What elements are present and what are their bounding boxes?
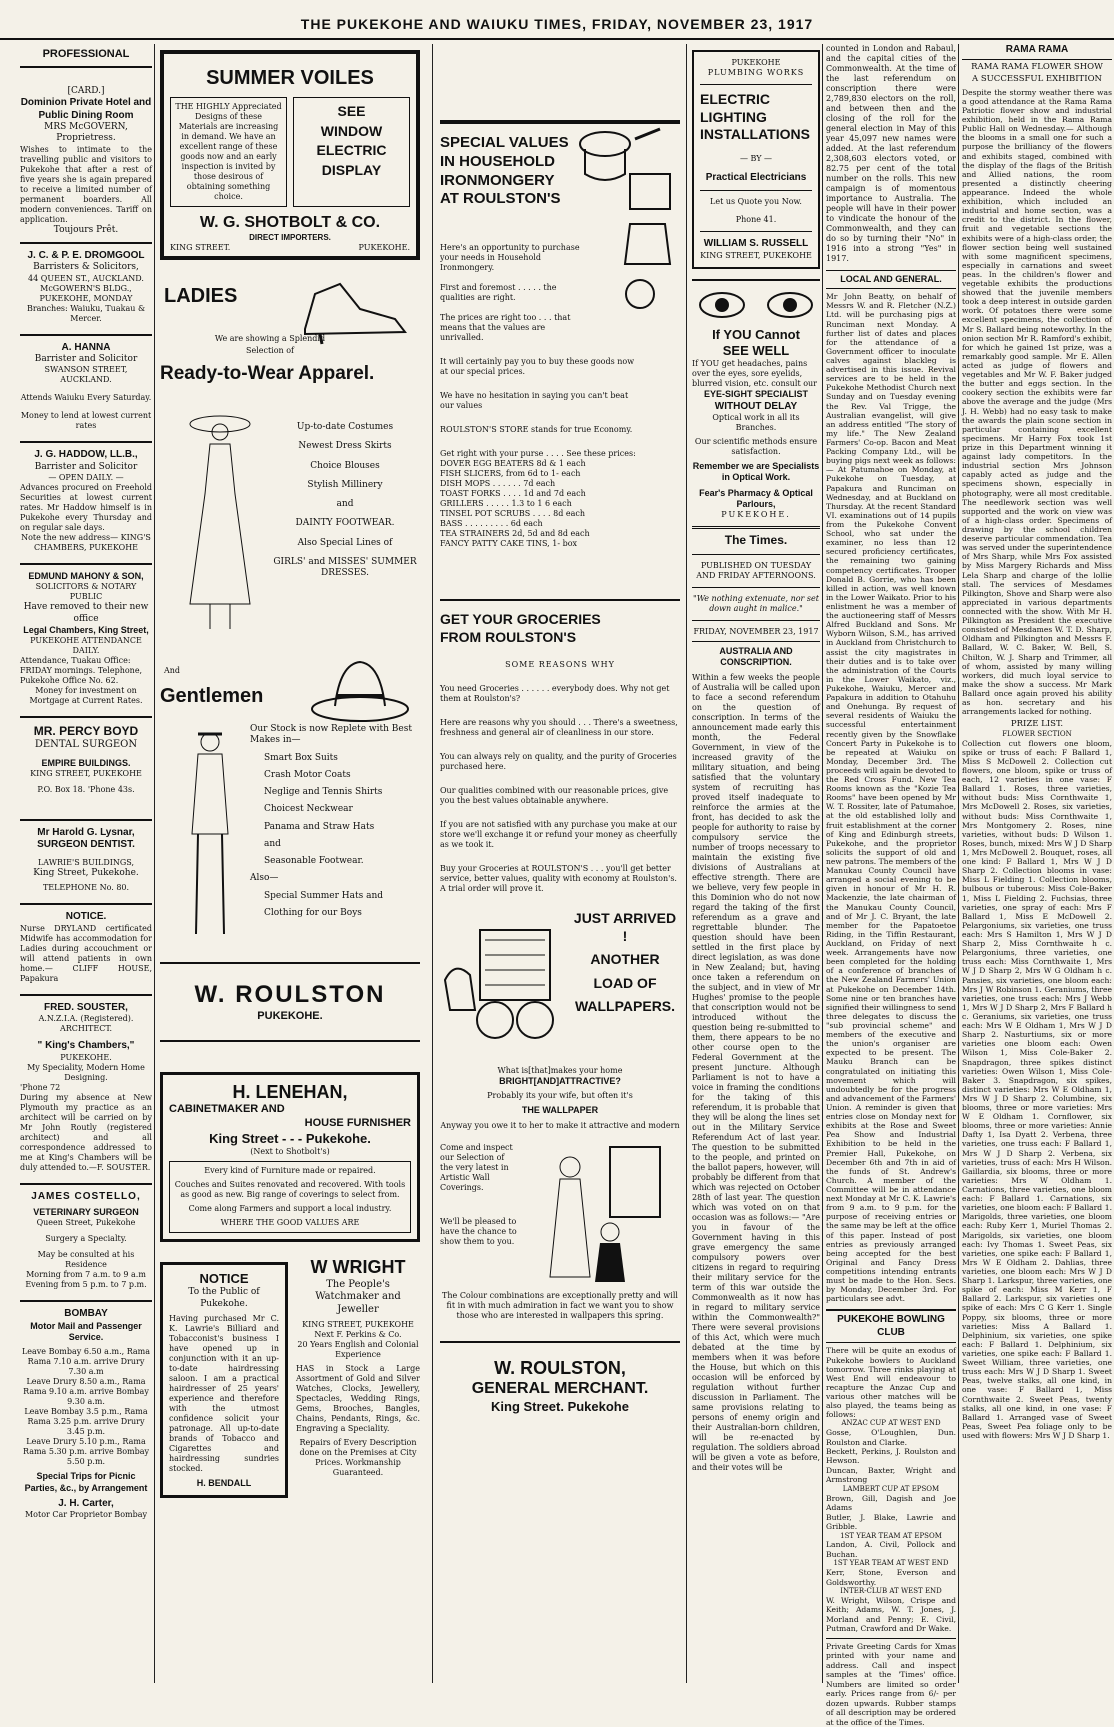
rama-prize: PRIZE LIST.: [1010, 719, 1064, 730]
iron-price: BASS . . . . . . . . . 6d each: [440, 519, 543, 528]
gents-item: Smart Box Suits: [264, 752, 338, 763]
rama-sub2: A SUCCESSFUL EXHIBITION: [971, 74, 1102, 85]
lysnar-addr2: King Street, Pukekohe.: [33, 867, 139, 878]
bowl-inter: INTER-CLUB AT WEST END: [840, 1587, 942, 1596]
gents-title: Gentlemen: [160, 685, 264, 707]
wall-j4: WALLPAPERS.: [574, 998, 676, 1014]
boyd-addr1: EMPIRE BUILDINGS.: [41, 757, 131, 768]
lysnar-name: Mr Harold G. Lysnar,: [37, 826, 135, 838]
groc-r3: You can always rely on quality, and the purity of Groceries purchased here.: [440, 752, 677, 771]
eyes-branches: Optical work in all its Branches.: [712, 413, 800, 432]
gents-item: Seasonable Footwear.: [264, 856, 364, 866]
souster-q: A.N.Z.I.A. (Registered). ARCHITECT.: [38, 1014, 134, 1033]
times-name: The Times.: [724, 533, 788, 547]
lenehan-l3: Come along Farmers and support a local industry.: [188, 1204, 392, 1213]
column-roulston-ironmongery: [440, 44, 680, 1683]
roulston-town: PUKEKOHE.: [257, 1010, 323, 1022]
iron-p2: First and foremost . . . . . the qualities are right.: [440, 283, 557, 302]
bombay-t1: Leave Bombay 6.50 a.m., Rama Rama 7.10 a.m. arrive Drury 7.30 a.m: [21, 1347, 151, 1377]
gents-item: Panama and Straw Hats: [264, 821, 375, 832]
hotel-proprietress: MRS McGOVERN, Proprietress.: [44, 122, 128, 144]
dromgool-title: Barristers & Solicitors,: [33, 262, 139, 273]
mahony-body3: PUKEKOHE ATTENDANCE DAILY.: [30, 636, 142, 655]
ironmongery-icon: [570, 124, 680, 314]
plumb-town: PUKEKOHE: [731, 58, 781, 67]
hat-icon: [310, 654, 410, 724]
shotbolt-importers: DIRECT IMPORTERS.: [249, 233, 331, 242]
voiles-body: THE HIGHLY Appreciated Designs of these Materials are increasing in demand. We have an excellent range of these goods now and an early inspection is invited by those desirous of obtaining something choice.: [170, 97, 287, 207]
hanna-name: A. HANNA: [61, 341, 111, 353]
eyes-spec: EYE-SIGHT SPECIALIST: [703, 389, 808, 400]
wall-colour: The Colour combinations are exceptionally pretty and will fit in with much admiration in fact we want you to show those who are interested in wallpapers this spring.: [442, 1290, 678, 1320]
costello-consult: May be consulted at his Residence: [37, 1250, 135, 1270]
column-rama-rama: [962, 44, 1112, 1683]
iron-price: DISH MOPS . . . . . . 7d each: [440, 479, 556, 488]
rama-sub: RAMA RAMA FLOWER SHOW: [962, 59, 1112, 73]
boyd-title: DENTAL SURGEON: [34, 739, 138, 750]
iron-p7: Get right with your purse . . . . See these prices:: [440, 449, 636, 458]
iron-title4: AT ROULSTON'S: [440, 190, 561, 208]
lenehan-l2: Couches and Suites renovated and recovered. With tools as good as new. Big range of coverings to select from.: [174, 1180, 406, 1199]
bowl-t5: Butler, J. Blake, Lawrie and Gribble.: [826, 1512, 956, 1532]
wright-name: W WRIGHT: [310, 1257, 406, 1277]
eyes-town: PUKEKOHE.: [721, 510, 791, 519]
dryland-head: NOTICE.: [65, 911, 107, 922]
lenehan-l1: Every kind of Furniture made or repaired.: [204, 1166, 376, 1175]
notice-sub: To the Public of Pukekohe.: [188, 1287, 260, 1309]
eyes-body: If YOU get headaches, pains over the eyes, sore eyelids, blurred vision, etc. consult our: [692, 359, 818, 389]
rama-head: RAMA RAMA: [1005, 44, 1069, 55]
lenehan-name: H. LENEHAN,: [232, 1081, 348, 1102]
ad-russell-electric: [692, 50, 820, 269]
wall-j1: JUST ARRIVED !: [573, 910, 677, 944]
wall-q2: BRIGHT[AND]ATTRACTIVE?: [499, 1076, 621, 1086]
eyes-methods: Our scientific methods ensure satisfaction.: [694, 437, 818, 456]
ad-fears-optical: [692, 279, 820, 521]
wright-body: HAS in Stock a Large Assortment of Gold and Silver Watches, Clocks, Jewellery, Spectacles, Wedding Rings, Gems, Brooches, Bangles, Chains, Pendants, Rings, &c. Engraving a Speciality.: [296, 1364, 420, 1433]
groc-sub: SOME REASONS WHY: [505, 660, 615, 669]
lady-figure-icon: [170, 404, 260, 634]
souster-body: During my absence at New Plymouth my practice as an architect will be carried on by Mr John Routly (registered architect) and all correspondence addressed to me at King's Chambers will be duly attended to.—F. SOUSTER.: [20, 1092, 152, 1172]
eyes-firm: Fear's Pharmacy & Optical Parlours,: [699, 487, 813, 509]
mahony-body5: Money for investment on Mortgage at Current Rates.: [29, 686, 143, 705]
shotbolt-firm: W. G. SHOTBOLT & CO.: [199, 214, 381, 231]
voiles-window: WINDOW: [320, 122, 383, 139]
gents-item: Clothing for our Boys: [264, 907, 362, 918]
ad-summer-voiles: [160, 50, 420, 260]
costello-addr: Queen Street, Pukekohe: [36, 1218, 136, 1228]
rama-flower: FLOWER SECTION: [1002, 729, 1072, 738]
iron-price: TINSEL POT SCRUBS . . . . 8d each: [440, 509, 585, 518]
iron-p6: ROULSTON'S STORE stands for true Economy.: [440, 425, 633, 434]
bowl-first: 1ST YEAR TEAM AT EPSOM: [840, 1531, 942, 1540]
roulston-name: W. ROULSTON: [194, 981, 386, 1008]
ladies-item: Newest Dress Skirts: [298, 441, 392, 452]
ladies-item: Also Special Lines of: [297, 537, 393, 548]
dromgool-branches: Branches: Waiuku, Tuakau & Mercer.: [26, 303, 146, 323]
gents-intro: Our Stock is now Replete with Best Makes in—: [250, 724, 412, 746]
plumb-e3: INSTALLATIONS: [700, 126, 810, 142]
section-heading: PROFESSIONAL: [20, 44, 152, 68]
haddow-body: Advances procured on Freehold Securities at lowest current rates. Mr Haddow himself is in Pukekohe every Thursday and on regular sale days.: [20, 483, 152, 532]
lenehan-next: (Next to Shotbolt's): [250, 1147, 330, 1156]
aus-body: Within a few weeks the people of Australia will be called upon to face a second referendum on the question of conscription. In terms of the announcement made early this month, the Federal Government, in view of the increased gravity of the military situation, and being satisfied that the voluntary system of recruiting has proved itself inadequate to reinforce the armies at the front, has decided to ask the people for authority to raise by compulsory service the number of troops necessary to maintain the existing five divisions of Australians at effective strength. There are we believe, very few people in this Dominion who do not now regard the taking of the first referendum as a grave and regrettable blunder. The question should have been settled in the first place by direct legislation, as was done in New Zealand; but, having once taken a referendum on the subject, and in view of Mr Hughes' promise to the people that conscription would not be introduced without the question being re-submitted to them, there appears to be no other course open to the Federal Government at the present juncture. Although Parliament is not to have a voice in framing the conditions for the taking of this referendum, it is probable that they will be along the lines set out in the Military Service Referendum Act of last year. The question to be submitted to the people, and printed on the ballot papers, however, will probably be different from that which was rejected on October 28th of last year. The question which was voted on on that occasion was as follows:— "Are you in favour of the Government having in this grave emergency the same compulsory powers over citizens in regard to requiring their military service for the term of this war outside the Commonwealth as it now has in regard to military service within the Commonwealth?" There were several provisions of this Act, which were much debated at the time by members when it was before the House, but which on this occasion will be enforced by regulation without further discussion in Parliament. The same provisions relating to persons of enemy origin and their Australian-born children, will be re-enacted by regulation. The soldiers abroad will be given a vote as before, and their votes will be: [692, 672, 820, 1472]
groc-r2: Here are reasons why you should . . . There's a sweetness, freshness and general air of cleanliness in our store.: [440, 718, 678, 737]
groc-title1: GET YOUR GROCERIES: [440, 611, 601, 627]
gm-title: GENERAL MERCHANT.: [471, 1380, 649, 1397]
voiles-see: SEE: [337, 103, 366, 119]
rama-list: Collection cut flowers one bloom, spike or truss of each: F Ballard 1, Miss S McDowell 2. Collection cut flowers, one bloom, spike or truss of each, 12 varieties in one vase: F Ballard 1. Roses, three varieties, without buds: Miss Cornthwaite 1, Mrs McDowell 2. Roses, six varieties, without buds: Miss Cornthwaite 1, Mrs Montgomery 2. Roses, nine varieties, without buds: D Wilson 1. Roses, bunch, mixed: Mrs W J D Sharp 1, Mrs McDowell 2. Bouquet, roses, all one kind: F Ballard 1, Mrs W J D Sharp 2. Collection blooms in vase: Miss L Fielding 1. Collection blooms, bulbous or tuberous: Miss Cole-Baker 1, Miss L Fielding 2. Fuchsias, three varieties, one spray of each: Mrs F Ballard 1, Miss E McDowell 2. Pelargoniums, six varieties, one truss each: Mrs S Hamilton 1, Mrs W J D Sharp 2, Miss Cornthwaite h c. Pelargoniums, three varieties, one truss each: Miss Cornthwaite 1, Mrs W J D Sharp 2, Mrs W G Oldham h c. Pansies, six varieties, one bloom each: Mrs J W Robinson 1. Geraniums, three varieties, one truss each: Mrs J Webb 1, Mrs W J D Sharp 2, Mrs F Ballard h c. Geraniums, six varieties, one truss each: Mrs W E Oldham 1, Mrs W J D Sharp 2. Nasturtiums, six or more varieties one bloom each: Owen Wilson 1, Miss Cole-Baker 2. Snapdragon, three spikes distinct varieties: Owen Wilson 1, Miss Cole-Baker 3. Snapdragon, six spikes, distinct varieties: Mrs W E Oldham 1, Mrs W J D Sharp 2. Columbine, six blooms, three or more varieties: Mrs W E Oldham 1. Cornflower, six blooms, three or more varieties: Annie Dafty 1, Isa Dyatt 2. Verbena, three varieties, one truss each: F Ballard 1, Mrs W J D Sharp 2. Verbena, six varieties, truss of each: Mrs H Wilson. Gaillardia, six blooms, three or more varieties: Mrs W Oldham 1. Carnations, three varieties, one bloom each: F Ballard 1. Carnations, six varieties, one bloom each: F Ballard 1. Marigolds, three varieties, one bloom each: Ruby Kerr 1, Muriel Thomas 2. Marigolds, six varieties, one bloom each: Ivy Thomas 1. Sweet Peas, six varieties, one spike each: F Ballard 1, Mrs W E Oldham 2. Dahlias, three varieties, one bloom each: Mrs W J D Sharp 1. Larkspur, three varieties, one spike of each: Miss M Kerr 1, F Ballard 2. Larkspur, six varieties one spike of each: Mrs C G Kerr 1. Single Poppy, six blooms, three or more varieties: Miss A Ballard 1. Delphinium, six varieties, one spike each: F Ballard 1. Delphinium, six varieties, one spike each: F Ballard 1. Sweet William, three varieties, one truss each: Mrs W J D Sharp 1. Sweet Peas, twelve stalks, all one kind, in one vase: F Ballard 1, Miss Cornthwaite 2. Sweet Peas, twenty stalks, all one kind, in one vase: F Ballard 1. Arranged vase of Sweet Peas, Sweet Pea foliage only to be used with flowers: Mrs W J D Sharp 1.: [962, 738, 1112, 1440]
column-rule: [822, 44, 823, 1683]
gents-item: Also—: [250, 873, 279, 884]
plumb-title: PLUMBING WORKS: [707, 68, 805, 77]
gents-item: and: [264, 838, 281, 849]
bowl-anzac: ANZAC CUP AT WEST END: [841, 1419, 941, 1428]
ladies-item: Up-to-date Costumes: [296, 422, 394, 432]
ladies-item: Choice Blouses: [310, 460, 380, 471]
bowl-t3: Duncan, Baxter, Wright and Armstrong: [826, 1465, 956, 1485]
notice-head: NOTICE: [199, 1271, 249, 1286]
plumb-phone: Phone 41.: [735, 215, 777, 224]
local-body: Mr John Beatty, on behalf of Messrs W. and R. Fletcher (N.Z.) Ltd. will be purchasing pigs at Runciman next Monday. A further list of dates and places for the attendance of a Government officer to inoculate calves against blackleg is advertised in this issue. Revival services are to be held in the Pukekohe Methodist Church next Sunday and on Tuesday evening the Rev. Val Trigge, the Australian evangelist, will give an address entitled "The story of my life." The New Zealand Farmers' Co-op. Bacon and Meat Packing Company Ltd., will be buying pigs next week as follows:— At Patumahoe on Monday, at Pukekohe on Tuesday, at Papakura and Runciman on Wednesday, and at Buckland on Thursday. At the recent Standard VI. examinations out of 14 pupils from the Pukekohe Convent School, who sat under the examiner, no less than 12 secured proficiency certificates, the remaining two gaining competency certificates. Trooper Donald B. Gorrie, who has been killed in action, was well known in the Lower Waikato. Prior to his enlistment he was a member of the auctioneering staff of Messrs Alfred Buckland and Sons. Mr Wyborn Wilson, S.M., has arrived in Auckland from Christchurch to assist the city magistrates in their duties and is to take over the administration of the Courts in the Lower Waikato, viz., Pukekohe, Waiuku, Mercer and Papakura in addition to Otahuhu and Onehunga. By request of several residents of Waiuku the successful entertainment recently given by the Snowflake Concert Party in Pukekohe is to be repeated at Waiuku on Monday, December 3rd. The proceeds will again be devoted to the Red Cross Fund. New Tea Rooms known as the "Kozie Tea Rooms" have been opened by Mr W. T. Rossiter, late of Patumahoe, at the old established lolly and fruit establishment at the corner of King and Edinburgh streets, Pukekohe, and the proprietor solicits the support of old and new patrons. The members of the Manukau County Council have arranged a social evening to be given in honour of Mr H. R. Mackenzie, the late chairman of the Manukau County Council, and of Mr J. C. Bryant, the late member for the Papatoetoe Riding, in the Tiffin Restaurant, Auckland, on Friday of next week. Arrangements have now been completed for the holding of a conference of branches of the New Zealand Farmers' Union at Pukekohe on December 14th. Some nine or ten branches have signified their willingness to send three delegates to discuss the "sub provincial scheme" and members of the executive and the union's organiser are expected to be present. The Mauku Branch can be congratulated on initiating this movement which will undoubtedly be for the progress and advancement of the Farmers' Union. A reminder is given that entries close on Monday next for exhibits at the Rose and Sweet Pea Show and Industrial Exhibition to be held in the Premier Hall, Pukekohe, on December 6th and 7th in aid of the funds of St. Andrew's Church. A member of the Committee will be in attendance next Monday at Mr C. K. Lawrie's from 9 a.m. to 9 p.m. for the purpose of receiving entries or the same may be left at the office of this paper. Instead of post entries as previously arranged being accepted for the best Original and Fancy Dress competitions intending entrants must be made to the Hon. Secs. by Monday, December 3rd. For particulars see advt.: [826, 292, 956, 1304]
haddow-addr: Note the new address— KING'S CHAMBERS, PUKEKOHE: [21, 533, 151, 552]
lysnar-tel: TELEPHONE No. 80.: [42, 883, 130, 892]
hanna-note: Attends Waiuku Every Saturday.: [20, 393, 152, 403]
times-pub: PUBLISHED ON TUESDAY AND FRIDAY AFTERNOONS.: [696, 561, 816, 580]
notice-sign: H. BENDALL: [196, 1477, 252, 1488]
plumb-by: — BY —: [739, 153, 773, 163]
iron-p4: It will certainly pay you to buy these goods now at our special prices.: [440, 357, 635, 376]
iron-price: TEA STRAINERS 2d, 5d and 8d each: [440, 529, 590, 538]
wall-wp: THE WALLPAPER: [521, 1105, 599, 1116]
souster-phone: 'Phone 72: [20, 1082, 61, 1092]
dromgool-addr: 44 QUEEN ST., AUCKLAND. McGOWERN'S BLDG., PUKEKOHE, MONDAY: [28, 273, 144, 303]
groc-title2: FROM ROULSTON'S: [440, 628, 577, 645]
lenehan-title2: HOUSE FURNISHER: [304, 1117, 411, 1129]
plumb-firm: WILLIAM S. RUSSELL: [703, 238, 809, 249]
ladies-item: Stylish Millinery: [307, 479, 383, 490]
souster-name: FRED. SOUSTER,: [44, 1001, 128, 1013]
iron-price: DOVER EGG BEATERS 8d & 1 each: [440, 459, 586, 468]
ad-wright: [296, 1256, 420, 1504]
bowl-t2: Beckett, Perkins, J. Roulston and Hewson.: [826, 1446, 956, 1466]
column-rule: [432, 44, 433, 1683]
mahony-body4: Attendance, Tuakau Office: FRIDAY mornings. Telephone, Pukekohe Office No. 62.: [20, 656, 143, 685]
mahony-name: EDMUND MAHONY & SON,: [28, 571, 144, 581]
groc-r4: Our qualities combined with our reasonable prices, give you the best values obtainable anywhere.: [440, 786, 669, 805]
eyes-icon: [692, 287, 820, 323]
eyes-rem: Remember we are Specialists in Optical Work.: [692, 461, 820, 483]
bowl-t8: W. Wright, Wilson, Crispe and Keith; Adams, W. T. Jones, J. Morland and Penny; E. Civil, Putman, Crawford and Dr Wake.: [826, 1595, 956, 1634]
local-head: LOCAL AND GENERAL.: [826, 270, 956, 289]
wright-title: The People's Watchmaker and Jeweller: [315, 1278, 401, 1315]
groc-r1: You need Groceries . . . . . . everybody does. Why not get them at Roulston's?: [440, 684, 670, 703]
ad-bendall-notice: [160, 1262, 288, 1498]
masthead: THE PUKEKOHE AND WAIUKU TIMES, FRIDAY, NOVEMBER 23, 1917: [0, 10, 1114, 40]
mahony-body1: Have removed to their new office: [23, 602, 149, 624]
groc-r6: Buy your Groceries at ROULSTON'S . . . you'll get better service, better values, quality with economy at Roulston's. A trial order will prove it.: [440, 864, 677, 893]
ladies-item: GIRLS' and MISSES' SUMMER DRESSES.: [273, 556, 417, 578]
ladies-item: and: [336, 499, 354, 509]
costello-evening: Evening from 5 p.m. to 7 p.m.: [25, 1280, 147, 1290]
iron-price: TOAST FORKS . . . . 1d and 7d each: [440, 489, 586, 498]
lenehan-street: King Street - - - Pukekohe.: [209, 1130, 371, 1146]
mahony-body2: Legal Chambers, King Street,: [23, 624, 149, 635]
shotbolt-town: PUKEKOHE.: [358, 243, 410, 252]
souster-place: " King's Chambers,": [37, 1040, 135, 1051]
couple-wallpaper-icon: [530, 1137, 680, 1287]
haddow-name: J. G. HADDOW, LL.B.,: [34, 449, 138, 461]
plumb-e2: LIGHTING: [700, 108, 767, 125]
bowl-t7: Kerr, Stone, Everson and Goldsworthy.: [826, 1568, 956, 1587]
wall-any: Anyway you owe it to her to make it attractive and modern: [440, 1120, 680, 1130]
bowl-t1: Gosse, O'Loughlen, Dun. Roulston and Clarke.: [826, 1428, 956, 1447]
plumb-quote: Let us Quote you Now.: [710, 197, 802, 206]
iron-price: FISH SLICERS, from 6d to 1- each: [440, 469, 581, 478]
bombay-name: BOMBAY: [64, 1308, 108, 1320]
groc-r5: If you are not satisfied with any purchase you make at our store we'll exchange it or refund your money as cheerfully as we took it.: [440, 820, 678, 849]
bowl-foot: Private Greeting Cards for Xmas printed with your name and address. Call and inspect samples at the 'Times' office. Numbers are limited so order early. Prices range from 6/- per dozen upwards. Rubber stamps of all description may be ordered at the office of the Times.: [826, 1638, 956, 1727]
column-rule: [154, 44, 155, 1683]
bombay-t2: Leave Drury 8.50 a.m., Rama Rama 9.10 a.m. arrive Bombay 9.30 a.m.: [23, 1377, 149, 1407]
iron-title1: SPECIAL VALUES: [440, 134, 569, 151]
column-professional: [20, 44, 152, 1683]
eyes-delay: WITHOUT DELAY: [714, 400, 798, 412]
plumb-e1: ELECTRIC: [700, 91, 770, 107]
iron-title2: IN HOUSEHOLD: [440, 152, 556, 170]
bombay-special: Special Trips for Picnic Parties, &c., by Arrangement: [24, 1471, 148, 1493]
wall-glad: We'll be pleased to have the chance to show them to you.: [440, 1216, 517, 1246]
wall-j3: LOAD OF: [593, 974, 657, 991]
lenehan-l4: WHERE THE GOOD VALUES ARE: [220, 1218, 360, 1227]
ladies-sub1: We are showing a Splendid: [214, 334, 326, 343]
bowl-head: PUKEKOHE BOWLING CLUB: [826, 1309, 956, 1343]
bombay-prop2: Motor Car Proprietor Bombay: [24, 1510, 147, 1520]
ad-lenehan: [160, 1072, 420, 1242]
voiles-title: SUMMER VOILES: [206, 67, 374, 89]
ladies-item: DAINTY FOOTWEAR.: [295, 518, 395, 529]
wright-addr: KING STREET, PUKEKOHE: [302, 1320, 414, 1329]
shotbolt-street: KING STREET.: [170, 243, 231, 252]
boyd-addr2: KING STREET, PUKEKOHE: [30, 768, 142, 778]
lenehan-title1: CABINETMAKER AND: [169, 1103, 285, 1116]
eyes-h2: SEE WELL: [722, 343, 790, 358]
card-label: [CARD.]: [67, 85, 105, 96]
bombay-t4: Leave Drury 5.10 p.m., Rama Rama 5.30 p.m. arrive Bombay 5.50 p.m.: [22, 1437, 150, 1467]
costello-title: VETERINARY SURGEON: [33, 1207, 139, 1217]
hotel-sign: Toujours Prêt.: [53, 224, 119, 235]
column-local-general: [826, 44, 956, 1727]
bowl-t4: Brown, Gill, Dagish and Joe Adams: [826, 1493, 956, 1513]
souster-spec: My Speciality, Modern Home Designing.: [27, 1062, 145, 1082]
wall-ans: Probably its your wife, but often it's: [487, 1091, 633, 1101]
gm-name: W. ROULSTON,: [494, 1357, 626, 1378]
haddow-title: Barrister and Solicitor: [34, 461, 138, 472]
bowl-t6: Landon, A. Civil, Pollock and Buchan.: [826, 1540, 956, 1559]
wright-next: Next F. Perkins & Co.: [314, 1330, 402, 1339]
hanna-money: Money to lend at lowest current rates: [20, 411, 152, 431]
voiles-display: DISPLAY: [321, 161, 382, 178]
ladies-title: LADIES: [164, 285, 238, 307]
column-rule: [686, 44, 687, 1683]
gents-item: Crash Motor Coats: [264, 769, 351, 780]
wall-j2: ANOTHER: [590, 951, 660, 967]
iron-p3: The prices are right too . . . that means that the values are unrivalled.: [440, 313, 571, 342]
iron-title3: IRONMONGERY: [440, 171, 555, 189]
plumb-st: KING STREET, PUKEKOHE: [700, 250, 812, 260]
column-rule: [958, 44, 959, 1683]
bombay-prop: J. H. Carter,: [58, 1497, 114, 1509]
gents-and: And: [164, 666, 181, 675]
times-date: FRIDAY, NOVEMBER 23, 1917: [693, 627, 819, 636]
column-shotbolt-roulston: [160, 44, 420, 1683]
times-motto: "We nothing extenuate, nor set down aught in malice.": [693, 594, 819, 613]
boyd-addr3: P.O. Box 18. 'Phone 43s.: [37, 784, 135, 794]
bombay-title: Motor Mail and Passenger Service.: [30, 1320, 142, 1342]
dromgool-name: J. C. & P. E. DROMGOOL: [27, 249, 145, 261]
eyes-h1: If YOU Cannot: [712, 326, 800, 342]
bowl-body: There will be quite an exodus of Pukekohe bowlers to Auckland tomorrow. Three rinks playing at West End will endeavour to recapture the Anzac Cup and various other matches will be also played, the teams being as follows:: [826, 1346, 956, 1420]
gentleman-figure-icon: [170, 724, 250, 944]
ladies-big: Ready-to-Wear Apparel.: [160, 363, 375, 384]
gents-item: Choicest Neckwear: [264, 804, 353, 815]
costello-name: JAMES COSTELLO,: [31, 1190, 141, 1202]
gm-addr: King Street. Pukekohe: [491, 1399, 629, 1414]
hotel-body: Wishes to intimate to the travelling public and visitors to Pukekohe that after a rest of five years she is again prepared to receive a limited number of permanent boarders. All modern conveniences. Tariff on application.: [20, 144, 152, 224]
aus-continued: counted in London and Rabaul, and the capital cities of the Commonwealth. At the time of the last referendum on conscription there were 2,789,830 electors on the roll, and between then and the closing of the roll for the general election in May of this year 45,097 new names were added. At the last referendum 2,308,603 electors voted, or 82.75 per cent of the total number on the rolls. This new campaign is of momentous importance to Australia. The people will have in their power to vindicate the honour of the Commonwealth, and they can do so by turning their "No" in 1916 into a strong "Yes" in 1917.: [826, 44, 956, 263]
wright-exp: 20 Years English and Colonial Experience: [297, 1340, 419, 1359]
souster-town: PUKEKOHE.: [60, 1052, 112, 1062]
gents-item: Special Summer Hats and: [264, 890, 384, 901]
bowl-lambert: LAMBERT CUP AT EPSOM: [842, 1484, 940, 1493]
iron-price: GRILLERS . . . . . 1.3 to 1 6 each: [440, 499, 572, 508]
bombay-t3: Leave Bombay 3.5 p.m., Rama Rama 3.25 p.m. arrive Drury 3.45 p.m.: [24, 1407, 148, 1437]
gents-item: Neglige and Tennis Shirts: [264, 787, 383, 797]
aus-head: AUSTRALIA AND CONSCRIPTION.: [719, 646, 793, 668]
delivery-wagon-icon: [440, 920, 560, 1050]
costello-spec: Surgery a Specialty.: [45, 1234, 127, 1244]
iron-p1: Here's an opportunity to purchase your needs in Household Ironmongery.: [440, 243, 580, 272]
lysnar-addr1: LAWRIE'S BUILDINGS,: [37, 857, 135, 867]
wall-q: What is[that]makes your home: [497, 1066, 623, 1075]
hotel-name: Dominion Private Hotel and Public Dining Room: [20, 97, 152, 121]
iron-price: FANCY PATTY CAKE TINS, 1- box: [440, 539, 578, 548]
plumb-pe: Practical Electricians: [705, 171, 807, 183]
ladies-sub2: Selection of: [245, 346, 295, 355]
rama-body: Despite the stormy weather there was a good attendance at the Rama Rama Patriotic flower show and industrial exhibition, held in the Rama Rama Public Hall on Wednesday.— Although the blooms in a small one for such a purpose the brilliancy of the flowers and exhibits staged, combined with the display of the flags of the British and Allied nations, the room presented a distinctly cheering appearance. Indeed the whole exhibition, which included an industrial and home section, was a credit to the district. In the flower, fruit and vegetable sections the exhibits were of a high-class order, the flower section being well sustained with some magnificent specimens, especially in carnations and sweet peas. In the children's flower and vegetable exhibits the productions showed that the juvenile members took a deep interest in outside garden work. Of potatoes there were some excellent specimens, the collection of Mr S. Ballard being noteworthy. In the onion section Mr R. Ramford's exhibit, for which he gained 1st prize, was a remarkably good sample. Mr E. Allen acted as judge of flowers and vegetables and Mr W. F. Baker judged the butter and eggs section. In the cookery section the exhibits were far above the average and the judge (Mrs J. H. Webb) had no easy task to make the awards the plain scone section in particular containing excellent specimens. Mr Harry Fox took 1st prize in this Department winning it against lady competitors. In the industrial section Mrs Johnson capably acted as judge and the specimens shown, especially in photography, were all most creditable. The needlework section was well supported and the work on view was of a high-class order. Specimens of drawing by the school children deserve particular commendation. Tea was served under the superintendence of Mrs Sharp, while Mrs Fox assisted by Miss Margery Richards and Miss Lela Sharp and charge of the lollie stall. The services of Mesdames Pilkington, Shove and Sharp were also appreciated in various departments connected with the show. With Mr H. Pilkington as President the executive consisted of Mesdames W. T. D. Sharp, Oldham and Pilkington and Messrs F. Ballard, W. C. Baker, W. Bell, S. Chilton, W. J. Sharp and Trimmer, all of whom, assisted by many willing workers, did much loyal service to make the show a success. Mr Mark Ballard once again proved his ability as hon. secretary and his arrangements lacked for nothing.: [962, 87, 1112, 717]
column-russell-times: [692, 44, 820, 1683]
ad-ladies: [160, 274, 420, 394]
haddow-daily: — OPEN DAILY. —: [48, 473, 124, 482]
costello-morning: Morning from 7 a.m. to 9 a.m: [26, 1270, 146, 1280]
hanna-title: Barrister and Solicitor: [34, 354, 138, 364]
boyd-name: MR. PERCY BOYD: [33, 724, 139, 738]
mahony-title: SOLICITORS & NOTARY PUBLIC: [35, 582, 137, 602]
voiles-electric: ELECTRIC: [316, 142, 387, 159]
lysnar-title: SURGEON DENTIST.: [37, 839, 135, 851]
hanna-addr: SWANSON STREET, AUCKLAND.: [44, 365, 128, 385]
wall-call: Come and inspect our Selection of the very latest in Artistic Wall Coverings.: [440, 1142, 513, 1192]
wright-foot: Repairs of Every Description done on the Premises at City Prices. Workmanship Guaranteed.: [299, 1438, 417, 1477]
iron-p5: We have no hesitation in saying you can't beat our values: [440, 391, 629, 410]
bowl-first2: 1ST YEAR TEAM AT WEST END: [833, 1559, 949, 1568]
dryland-body: Nurse DRYLAND certificated Midwife has accommodation for Ladies during accouchment or will attend patients in own home.— CLIFF HOUSE, Papakura: [20, 923, 152, 983]
notice-body: Having purchased Mr C. K. Lawrie's Billiard and Tobacconist's business I have opened up in conjunction with it an up-to-date hairdressing saloon. I am a practical hairdresser of 25 years' experience and therefore with the utmost confidence solicit your patronage. All up-to-date brands of Tobacco and Cigarettes and hairdressing sundries stocked.: [169, 1313, 279, 1473]
